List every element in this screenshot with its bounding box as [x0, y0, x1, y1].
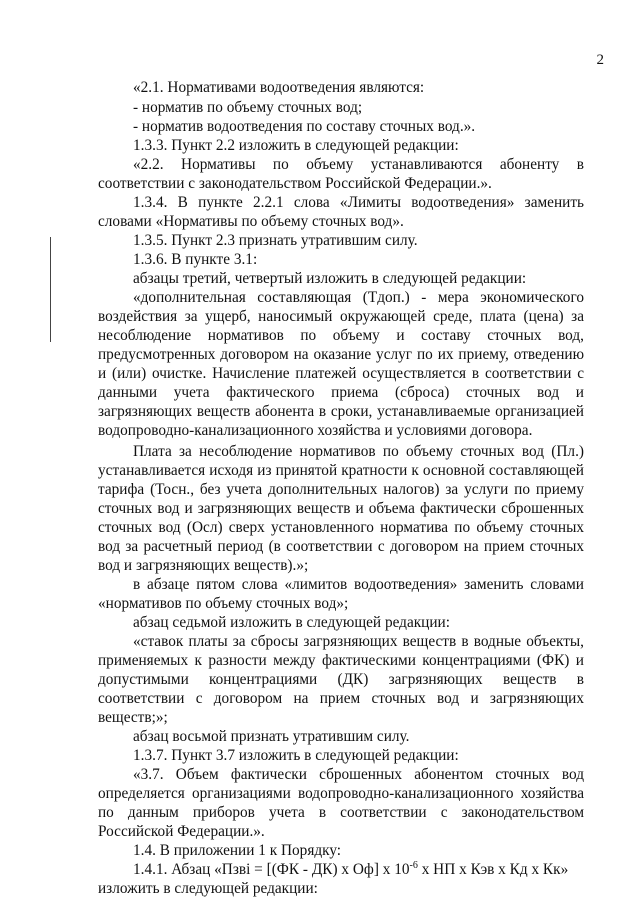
text-line: 1.3.5. Пункт 2.3 признать утратившим силу.: [133, 232, 418, 249]
text-line: сточных вод и загрязняющих веществ и объема фактически сброшенных: [98, 500, 584, 517]
text-line: - норматив водоотведения по составу сточных вод.».: [133, 118, 476, 135]
text-line: - норматив по объему сточных вод;: [133, 99, 363, 116]
text-line: абзац восьмой признать утратившим силу.: [133, 728, 410, 745]
text-line: соответствии с договором на прием сточных вод и загрязняющих: [98, 690, 584, 707]
text-line: 1.3.4. В пункте 2.2.1 слова «Лимиты водоотведения» заменить: [133, 194, 584, 211]
text-line: вод за расчетный период (в соответствии с договором на прием сточных: [98, 538, 584, 555]
text-line: несоблюдение нормативов по объему и составу сточных вод,: [98, 327, 584, 344]
text-line: Российской Федерации.».: [98, 823, 265, 840]
text-line: «2.1. Нормативами водоотведения являются:: [133, 79, 425, 96]
text-line: 1.4. В приложении 1 к Порядку:: [133, 842, 342, 859]
text-line: данными учета фактического приема (сброса) сточных вод и: [98, 384, 584, 401]
margin-change-bar: [50, 237, 51, 342]
text-line: «дополнительная составляющая (Тдоп.) - мера экономического: [133, 289, 584, 306]
text-line: в абзаце пятом слова «лимитов водоотведения» заменить словами: [133, 576, 584, 593]
text-line: «3.7. Объем фактически сброшенных абонентом сточных вод: [133, 766, 584, 783]
text-line: Плата за несоблюдение нормативов по объему сточных вод (Пл.): [133, 443, 584, 460]
text-line: загрязняющих веществ абонента в сроки, устанавливаемые организацией: [98, 403, 584, 420]
formula-text-rest: х НП х Кэв х Кд х Кк»: [417, 861, 569, 878]
text-line: воздействия за ущерб, наносимый окружающей среде, плата (цена) за: [98, 308, 584, 325]
text-line: устанавливается исходя из принятой кратности к основной составляющей: [98, 462, 584, 479]
page-number: 2: [596, 52, 604, 68]
text-line: 1.3.3. Пункт 2.2 изложить в следующей редакции:: [133, 137, 459, 154]
text-line: словами «Нормативы по объему сточных вод».: [98, 213, 404, 230]
text-line: соответствии с законодательством Российской Федерации.».: [98, 175, 492, 192]
text-line: абзацы третий, четвертый изложить в следующей редакции:: [133, 270, 527, 287]
text-line: 1.3.7. Пункт 3.7 изложить в следующей редакции:: [133, 747, 459, 764]
formula-exponent: -6: [409, 859, 418, 871]
text-line: веществ;»;: [98, 709, 168, 726]
text-line: «нормативов по объему сточных вод»;: [98, 595, 349, 612]
text-line: 1.3.6. В пункте 3.1:: [133, 251, 258, 268]
text-line: и (или) очистке. Начисление платежей осуществляется в соответствии с: [98, 365, 584, 382]
formula-text: 1.4.1. Абзац «Пзві = [(ФК - ДК) х Оф] х 10: [133, 861, 410, 878]
text-line: предусмотренных договором на оказание услуг по их приему, отведению: [98, 346, 584, 363]
text-line-formula: [133, 860, 584, 879]
text-line: допустимыми концентрациями (ДК) загрязняющих веществ в: [98, 671, 584, 688]
text-line: водопроводно-канализационного хозяйства и условиями договора.: [98, 422, 533, 439]
text-line: «2.2. Нормативы по объему устанавливаются абоненту в: [133, 156, 584, 173]
text-line: «ставок платы за сбросы загрязняющих веществ в водные объекты,: [133, 633, 584, 650]
text-line: применяемых к разности между фактическими концентрациями (ФК) и: [98, 652, 584, 669]
text-line: тарифа (Тосн., без учета дополнительных налогов) за услуги по приему: [98, 481, 584, 498]
text-line: вод и загрязняющих веществ).»;: [98, 557, 309, 574]
text-line: изложить в следующей редакции:: [98, 880, 318, 897]
text-line: определяется организациями водопроводно-канализационного хозяйства: [98, 785, 584, 802]
text-line: абзац седьмой изложить в следующей редакции:: [133, 614, 450, 631]
text-line: по данным приборов учета в соответствии с законодательством: [98, 804, 584, 821]
text-line: сточных вод (Осл) сверх установленного норматива по объему сточных: [98, 519, 584, 536]
